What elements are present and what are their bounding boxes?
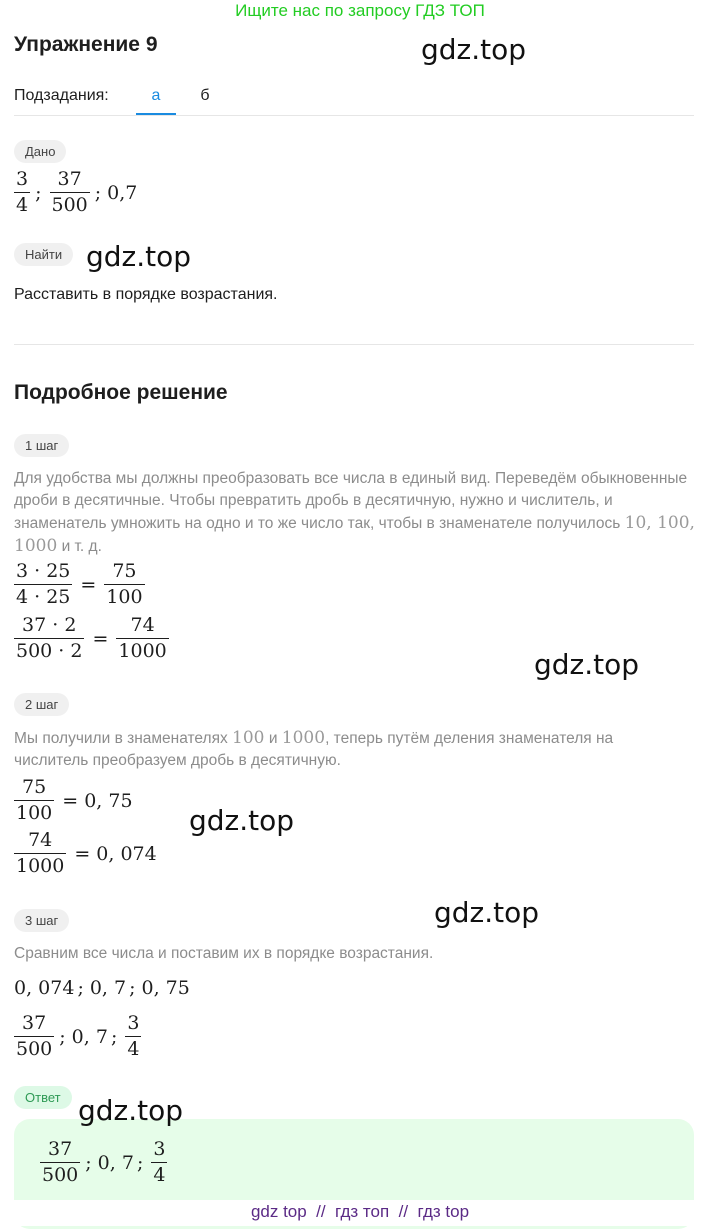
tab-subtask-a[interactable]: а xyxy=(136,87,176,115)
step-3-sorted-decimals: 0, 074 ; 0, 7 ; 0, 75 xyxy=(14,977,190,999)
watermark: gdz.top xyxy=(534,648,640,681)
step-3-badge: 3 шаг xyxy=(14,909,69,932)
step-2-equation-1: $\frac{75}{100}$ = 0, 75 xyxy=(16,776,133,824)
watermark: gdz.top xyxy=(86,240,192,273)
step-1-text: Для удобства мы должны преобразовать все числа в единый вид. Переведём обыкновенные дроби в десятичные. Чтобы превратить дробь в десятичную, нужно и числитель, и знаменатель умножить на одно и то же число так, чтобы в знаменателе получилось 10, 100, 1000 и т. д. xyxy=(14,470,695,556)
promo-banner: Ищите нас по запросу ГДЗ ТОП xyxy=(235,1,485,20)
watermark: gdz.top xyxy=(189,804,295,837)
step-2-equation-2: $\frac{74}{1000}$ = 0, 074 xyxy=(16,829,157,877)
tab-subtask-b[interactable]: б xyxy=(200,87,210,104)
answer-values: $\frac{37}{500}$ ; 0, 7 ; $\frac{3}{4}$ xyxy=(42,1138,166,1186)
given-values: $\frac{3}{4}$ ; $\frac{37}{500}$ ; 0,7 xyxy=(16,168,138,216)
given-decimal: 0,7 xyxy=(107,181,138,204)
solution-title: Подробное решение xyxy=(14,381,228,404)
find-text: Расставить в порядке возрастания. xyxy=(14,286,278,303)
step-2-badge: 2 шаг xyxy=(14,693,69,716)
footer-text[interactable]: gdz top // гдз топ // гдз top xyxy=(250,1202,470,1221)
find-badge: Найти xyxy=(14,243,73,266)
section-divider xyxy=(14,344,694,345)
page-title: Упражнение 9 xyxy=(14,33,158,56)
step-1-equation-2: $\frac{37 \cdot 2}{500 \cdot 2}$ = $\frac{74}{1000}$ xyxy=(16,614,167,662)
given-badge: Дано xyxy=(14,140,66,163)
step-2-text: Мы получили в знаменателях 100 и 1000, теперь путём деления знаменателя на числитель преобразуем дробь в десятичную. xyxy=(14,728,614,769)
subtasks-label: Подзадания: xyxy=(14,87,109,104)
watermark: gdz.top xyxy=(434,896,540,929)
step-1-badge: 1 шаг xyxy=(14,434,69,457)
given-fraction-1: $\frac{3}{4}$ xyxy=(16,168,29,216)
answer-badge: Ответ xyxy=(14,1086,72,1109)
watermark: gdz.top xyxy=(78,1094,184,1127)
tabs-divider xyxy=(14,115,694,116)
step-3-sorted-original: $\frac{37}{500}$ ; 0, 7 ; $\frac{3}{4}$ xyxy=(16,1012,140,1060)
footer-links[interactable] xyxy=(0,1200,720,1226)
given-fraction-2: $\frac{37}{500}$ xyxy=(51,168,88,216)
watermark: gdz.top xyxy=(421,33,527,66)
step-3-text: Сравним все числа и поставим их в порядке возрастания. xyxy=(14,945,434,962)
step-1-equation-1: $\frac{3 \cdot 25}{4 \cdot 25}$ = $\frac{75}{100}$ xyxy=(16,560,143,608)
